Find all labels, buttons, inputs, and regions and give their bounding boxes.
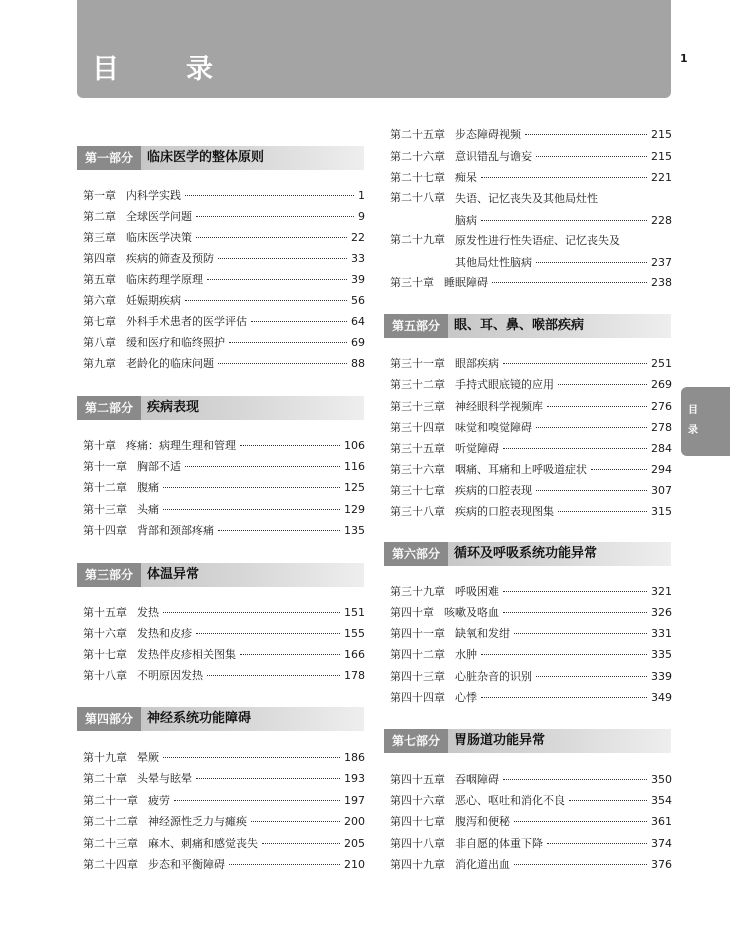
chapter-page: 278 [651, 421, 672, 434]
chapter-title: 头晕与眩晕 [137, 772, 192, 785]
part-title: 体温异常 [147, 567, 200, 582]
toc-entry[interactable] [390, 125, 672, 145]
chapter-title: 眼部疾病 [455, 357, 499, 370]
chapter-page: 166 [344, 648, 365, 661]
chapter-title: 心脏杂音的识别 [455, 670, 532, 683]
chapter-number: 第十八章 [83, 669, 127, 682]
part-title: 临床医学的整体原则 [147, 150, 265, 165]
toc-entry[interactable] [83, 521, 365, 541]
chapter-number: 第三十二章 [390, 378, 445, 391]
toc-entry[interactable] [390, 188, 672, 232]
chapter-title: 疲劳 [148, 794, 170, 807]
dot-leader [196, 778, 340, 779]
chapter-page: 155 [344, 627, 365, 640]
toc-entry[interactable] [390, 375, 672, 395]
toc-entry[interactable] [390, 667, 672, 687]
part-label: 第七部分 [384, 729, 448, 753]
chapter-title: 缓和医疗和临终照护 [126, 336, 225, 349]
chapter-number: 第四十五章 [390, 773, 445, 786]
chapter-number: 第三十四章 [390, 421, 445, 434]
chapter-page: 151 [344, 606, 365, 619]
chapter-title: 咽痛、耳痛和上呼吸道症状 [455, 463, 587, 476]
chapter-number: 第二十四章 [83, 858, 138, 871]
dot-leader [251, 321, 347, 322]
chapter-page: 376 [651, 858, 672, 871]
chapter-title: 外科手术患者的医学评估 [126, 315, 247, 328]
chapter-title: 不明原因发热 [137, 669, 203, 682]
dot-leader [525, 134, 647, 135]
chapter-number: 第十章 [83, 439, 116, 452]
chapter-page: 205 [344, 837, 365, 850]
toc-entry[interactable] [390, 168, 672, 188]
chapter-title: 听觉障碍 [455, 442, 499, 455]
chapter-number: 第四十章 [390, 606, 434, 619]
dot-leader [196, 216, 354, 217]
toc-entry[interactable] [83, 354, 365, 374]
toc-entry[interactable] [83, 834, 365, 854]
dot-leader [229, 342, 347, 343]
dot-leader [481, 697, 647, 698]
toc-entry[interactable] [83, 186, 365, 206]
chapter-page: 294 [651, 463, 672, 476]
chapter-page: 374 [651, 837, 672, 850]
dot-leader [492, 282, 647, 283]
chapter-page: 284 [651, 442, 672, 455]
chapter-title: 背部和颈部疼痛 [137, 524, 214, 537]
dot-leader [185, 195, 354, 196]
part-label: 第三部分 [77, 563, 141, 587]
chapter-title: 吞咽障碍 [455, 773, 499, 786]
dot-leader [503, 612, 647, 613]
toc-entry[interactable] [390, 855, 672, 875]
chapter-page: 135 [344, 524, 365, 537]
chapter-page: 237 [651, 256, 672, 269]
toc-entry[interactable] [390, 147, 672, 167]
chapter-number: 第三十章 [390, 276, 434, 289]
dot-leader [558, 384, 647, 385]
chapter-title: 临床药理学原理 [126, 273, 203, 286]
toc-column-left [77, 0, 367, 928]
part-header-3[interactable] [77, 563, 364, 587]
dot-leader [536, 262, 647, 263]
chapter-page: 326 [651, 606, 672, 619]
chapter-page: 193 [344, 772, 365, 785]
dot-leader [163, 487, 340, 488]
toc-entry[interactable] [390, 624, 672, 644]
chapter-page: 210 [344, 858, 365, 871]
dot-leader [547, 843, 647, 844]
chapter-page: 116 [344, 460, 365, 473]
chapter-number: 第三十八章 [390, 505, 445, 518]
chapter-page: 276 [651, 400, 672, 413]
dot-leader [163, 757, 340, 758]
chapter-title: 麻木、刺痛和感觉丧失 [148, 837, 258, 850]
chapter-number: 第二十七章 [390, 171, 445, 184]
dot-leader [569, 800, 647, 801]
toc-entry[interactable] [390, 230, 672, 274]
chapter-page: 200 [344, 815, 365, 828]
chapter-page: 106 [344, 439, 365, 452]
chapter-number: 第二十一章 [83, 794, 138, 807]
chapter-number: 第六章 [83, 294, 116, 307]
part-header-7[interactable] [384, 729, 671, 753]
chapter-page: 354 [651, 794, 672, 807]
chapter-page: 307 [651, 484, 672, 497]
toc-entry[interactable] [390, 645, 672, 665]
chapter-page: 9 [358, 210, 365, 223]
chapter-number: 第三十九章 [390, 585, 445, 598]
toc-column-right [384, 0, 674, 928]
chapter-page: 186 [344, 751, 365, 764]
part-label: 第五部分 [384, 314, 448, 338]
chapter-title: 脑病 [455, 214, 477, 227]
chapter-number: 第二十六章 [390, 150, 445, 163]
dot-leader [481, 654, 647, 655]
chapter-number: 第十六章 [83, 627, 127, 640]
part-title: 胃肠道功能异常 [454, 733, 546, 748]
chapter-title: 老龄化的临床问题 [126, 357, 214, 370]
part-title: 神经系统功能障碍 [147, 711, 252, 726]
chapter-page: 335 [651, 648, 672, 661]
chapter-number: 第二十五章 [390, 128, 445, 141]
chapter-page: 361 [651, 815, 672, 828]
dot-leader [185, 466, 340, 467]
chapter-title: 全球医学问题 [126, 210, 192, 223]
chapter-number: 第四十七章 [390, 815, 445, 828]
toc-entry[interactable] [83, 291, 365, 311]
chapter-number: 第三十一章 [390, 357, 445, 370]
chapter-title: 呼吸困难 [455, 585, 499, 598]
chapter-title: 疼痛：病理生理和管理 [126, 439, 236, 452]
chapter-title: 手持式眼底镜的应用 [455, 378, 554, 391]
dot-leader [536, 676, 647, 677]
chapter-title: 疾病的筛查及预防 [126, 252, 214, 265]
chapter-title: 发热和皮疹 [137, 627, 192, 640]
part-title: 循环及呼吸系统功能异常 [454, 546, 598, 561]
chapter-number: 第十三章 [83, 503, 127, 516]
chapter-page: 22 [351, 231, 365, 244]
part-header-4[interactable] [77, 707, 364, 731]
dot-leader [536, 156, 647, 157]
chapter-title: 妊娠期疾病 [126, 294, 181, 307]
toc-entry[interactable] [390, 582, 672, 602]
toc-entry[interactable] [83, 312, 365, 332]
toc-entry[interactable] [390, 460, 672, 480]
part-header-5[interactable] [384, 314, 671, 338]
chapter-number: 第八章 [83, 336, 116, 349]
chapter-title: 意识错乱与谵妄 [455, 150, 532, 163]
toc-entry[interactable] [390, 834, 672, 854]
part-header-1[interactable] [77, 146, 364, 170]
dot-leader [536, 490, 647, 491]
chapter-number: 第二十九章 [390, 233, 445, 246]
chapter-title: 痴呆 [455, 171, 477, 184]
part-header-2[interactable] [77, 396, 364, 420]
chapter-title: 发热 [137, 606, 159, 619]
dot-leader [185, 300, 347, 301]
toc-entry[interactable] [83, 666, 365, 686]
side-tab-label: 目 录 [688, 405, 708, 436]
toc-entry[interactable] [390, 397, 672, 417]
chapter-page: 178 [344, 669, 365, 682]
page-title: 目 录 [92, 54, 233, 85]
chapter-title: 心悸 [455, 691, 477, 704]
dot-leader [196, 237, 347, 238]
toc-entry[interactable] [390, 502, 672, 522]
chapter-title: 头痛 [137, 503, 159, 516]
chapter-title: 步态障碍视频 [455, 128, 521, 141]
toc-entry[interactable] [83, 812, 365, 832]
toc-entry[interactable] [83, 457, 365, 477]
toc-entry[interactable] [83, 333, 365, 353]
dot-leader [196, 633, 340, 634]
toc-entry[interactable] [390, 688, 672, 708]
chapter-number: 第三十六章 [390, 463, 445, 476]
toc-entry[interactable] [390, 812, 672, 832]
toc-entry[interactable] [83, 769, 365, 789]
chapter-number: 第三章 [83, 231, 116, 244]
chapter-page: 215 [651, 150, 672, 163]
toc-entry[interactable] [390, 418, 672, 438]
chapter-title: 腹痛 [137, 481, 159, 494]
chapter-number: 第十一章 [83, 460, 127, 473]
chapter-number: 第五章 [83, 273, 116, 286]
chapter-title: 味觉和嗅觉障碍 [455, 421, 532, 434]
chapter-title: 咳嗽及咯血 [444, 606, 499, 619]
chapter-number: 第一章 [83, 189, 116, 202]
chapter-title: 原发性进行性失语症、记忆丧失及 [455, 234, 620, 247]
dot-leader [240, 654, 340, 655]
dot-leader [218, 363, 347, 364]
chapter-page: 64 [351, 315, 365, 328]
chapter-title: 消化道出血 [455, 858, 510, 871]
chapter-title: 水肿 [455, 648, 477, 661]
chapter-number: 第四十八章 [390, 837, 445, 850]
dot-leader [207, 675, 340, 676]
chapter-page: 39 [351, 273, 365, 286]
chapter-number: 第四十九章 [390, 858, 445, 871]
toc-entry[interactable] [83, 855, 365, 875]
chapter-title: 腹泻和便秘 [455, 815, 510, 828]
toc-entry[interactable] [83, 207, 365, 227]
dot-leader [503, 448, 647, 449]
chapter-number: 第三十七章 [390, 484, 445, 497]
toc-entry[interactable] [83, 603, 365, 623]
part-title: 疾病表现 [147, 400, 200, 415]
chapter-page: 1 [358, 189, 365, 202]
chapter-number: 第二章 [83, 210, 116, 223]
dot-leader [481, 177, 647, 178]
toc-entry[interactable] [83, 500, 365, 520]
chapter-page: 56 [351, 294, 365, 307]
part-label: 第一部分 [77, 146, 141, 170]
part-title: 眼、耳、鼻、喉部疾病 [454, 318, 585, 333]
chapter-number: 第四十三章 [390, 670, 445, 683]
dot-leader [229, 864, 340, 865]
chapter-title: 其他局灶性脑病 [455, 256, 532, 269]
chapter-number: 第二十三章 [83, 837, 138, 850]
chapter-number: 第十五章 [83, 606, 127, 619]
chapter-number: 第七章 [83, 315, 116, 328]
chapter-number: 第九章 [83, 357, 116, 370]
chapter-number: 第二十二章 [83, 815, 138, 828]
toc-entry[interactable] [83, 228, 365, 248]
chapter-title: 失语、记忆丧失及其他局灶性 [455, 192, 598, 205]
toc-entry[interactable] [83, 478, 365, 498]
chapter-page: 33 [351, 252, 365, 265]
dot-leader [240, 445, 340, 446]
chapter-title: 疾病的口腔表现图集 [455, 505, 554, 518]
toc-entry[interactable] [83, 270, 365, 290]
toc-entry[interactable] [390, 354, 672, 374]
toc-entry[interactable] [390, 603, 672, 623]
side-tab[interactable] [681, 387, 730, 456]
chapter-title: 神经源性乏力与瘫痪 [148, 815, 247, 828]
dot-leader [207, 279, 347, 280]
chapter-page: 125 [344, 481, 365, 494]
chapter-page: 331 [651, 627, 672, 640]
chapter-number: 第三十三章 [390, 400, 445, 413]
chapter-page: 339 [651, 670, 672, 683]
chapter-number: 第二十八章 [390, 191, 445, 204]
toc-entry[interactable] [83, 624, 365, 644]
dot-leader [218, 530, 340, 531]
chapter-number: 第十四章 [83, 524, 127, 537]
chapter-page: 315 [651, 505, 672, 518]
toc-entry[interactable] [83, 791, 365, 811]
dot-leader [503, 591, 647, 592]
part-label: 第四部分 [77, 707, 141, 731]
toc-entry[interactable] [83, 436, 365, 456]
chapter-number: 第三十五章 [390, 442, 445, 455]
chapter-number: 第十九章 [83, 751, 127, 764]
chapter-page: 221 [651, 171, 672, 184]
toc-entry[interactable] [390, 770, 672, 790]
chapter-title: 睡眠障碍 [444, 276, 488, 289]
chapter-number: 第十二章 [83, 481, 127, 494]
chapter-page: 228 [651, 214, 672, 227]
page-number: 1 [680, 52, 688, 65]
toc-entry[interactable] [390, 791, 672, 811]
chapter-page: 238 [651, 276, 672, 289]
chapter-title: 非自愿的体重下降 [455, 837, 543, 850]
part-label: 第二部分 [77, 396, 141, 420]
dot-leader [163, 509, 340, 510]
chapter-number: 第四十四章 [390, 691, 445, 704]
chapter-title: 恶心、呕吐和消化不良 [455, 794, 565, 807]
dot-leader [163, 612, 340, 613]
chapter-number: 第四章 [83, 252, 116, 265]
dot-leader [536, 427, 647, 428]
dot-leader [503, 779, 647, 780]
chapter-title: 发热伴皮疹相关图集 [137, 648, 236, 661]
chapter-title: 胸部不适 [137, 460, 181, 473]
chapter-title: 神经眼科学视频库 [455, 400, 543, 413]
part-header-6[interactable] [384, 542, 671, 566]
toc-entry[interactable] [83, 249, 365, 269]
dot-leader [503, 363, 647, 364]
part-label: 第六部分 [384, 542, 448, 566]
chapter-number: 第四十一章 [390, 627, 445, 640]
toc-entry[interactable] [83, 645, 365, 665]
chapter-title: 缺氧和发绀 [455, 627, 510, 640]
chapter-title: 临床医学决策 [126, 231, 192, 244]
chapter-number: 第十七章 [83, 648, 127, 661]
chapter-page: 349 [651, 691, 672, 704]
dot-leader [262, 843, 340, 844]
chapter-page: 69 [351, 336, 365, 349]
dot-leader [514, 864, 647, 865]
dot-leader [514, 821, 647, 822]
toc-entry[interactable] [83, 748, 365, 768]
toc-entry[interactable] [390, 481, 672, 501]
dot-leader [174, 800, 340, 801]
chapter-page: 269 [651, 378, 672, 391]
toc-entry[interactable] [390, 273, 672, 293]
dot-leader [547, 406, 647, 407]
dot-leader [558, 511, 647, 512]
chapter-number: 第四十二章 [390, 648, 445, 661]
dot-leader [218, 258, 347, 259]
chapter-page: 251 [651, 357, 672, 370]
chapter-title: 晕厥 [137, 751, 159, 764]
chapter-page: 197 [344, 794, 365, 807]
chapter-page: 321 [651, 585, 672, 598]
dot-leader [591, 469, 647, 470]
chapter-page: 350 [651, 773, 672, 786]
chapter-page: 88 [351, 357, 365, 370]
chapter-number: 第二十章 [83, 772, 127, 785]
toc-entry[interactable] [390, 439, 672, 459]
dot-leader [514, 633, 647, 634]
chapter-title: 内科学实践 [126, 189, 181, 202]
chapter-page: 129 [344, 503, 365, 516]
chapter-page: 215 [651, 128, 672, 141]
chapter-title: 疾病的口腔表现 [455, 484, 532, 497]
chapter-number: 第四十六章 [390, 794, 445, 807]
dot-leader [481, 220, 647, 221]
chapter-title: 步态和平衡障碍 [148, 858, 225, 871]
dot-leader [251, 821, 340, 822]
